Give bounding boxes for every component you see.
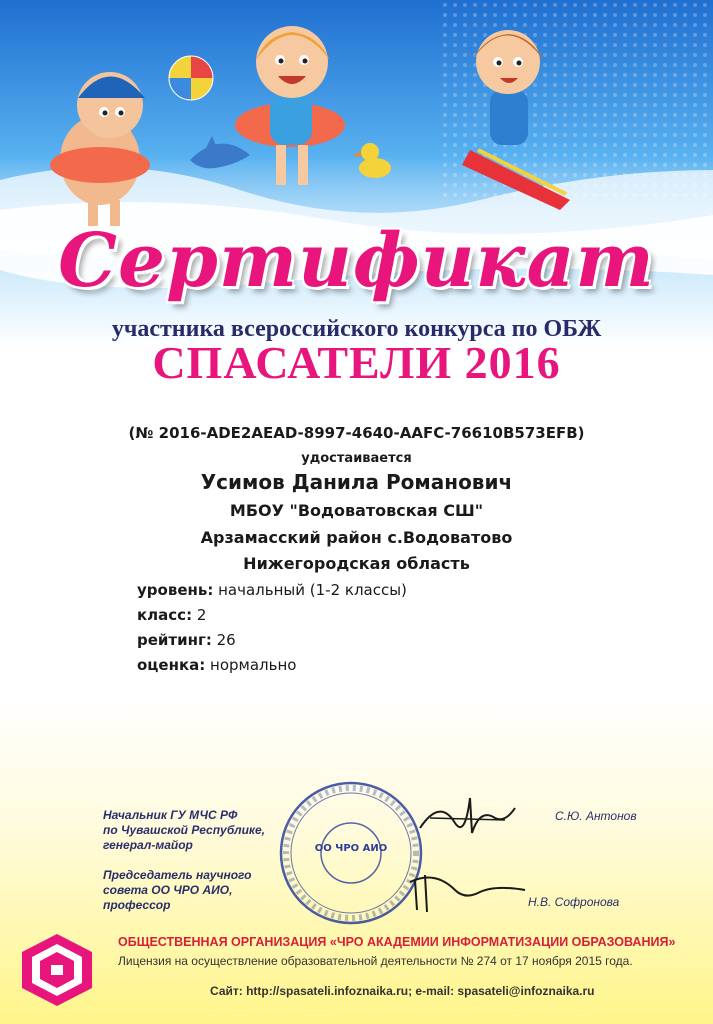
title-line: совета ОО ЧРО АИО, (103, 883, 233, 897)
field-class (137, 606, 206, 624)
school-name: МБОУ "Водоватовская СШ" (229, 501, 484, 520)
signatory-title-1 (103, 808, 265, 853)
field-value: нормально (205, 656, 297, 674)
contacts-line: Сайт: http://spasateli.infoznaika.ru; e-mail: spasateli@infoznaika.ru (210, 984, 595, 998)
contest-name: СПАСАТЕЛИ 2016 (152, 337, 561, 388)
license-text: Лицензия на осуществление образовательной деятельности № 274 от 17 ноября 2015 года. (118, 954, 633, 968)
field-label: класс: (137, 606, 193, 624)
org-logo-icon (16, 930, 98, 1010)
certificate-title: Сертификат (58, 218, 655, 304)
field-rating (137, 631, 236, 649)
field-value: 26 (211, 631, 236, 649)
district-name: Арзамасский район с.Водоватово (200, 528, 513, 547)
signatory-title-2 (103, 868, 252, 913)
title-line: профессор (103, 898, 171, 912)
field-value: начальный (1-2 классы) (213, 581, 407, 599)
field-label: оценка: (137, 656, 206, 674)
field-label: уровень: (137, 581, 214, 599)
certificate-subtitle: участника всероссийского конкурса по ОБЖ (111, 316, 602, 342)
title-line: Председатель научного (103, 868, 252, 882)
awarded-text: удостаивается (301, 451, 412, 466)
signature-antonov (410, 778, 520, 848)
field-value: 2 (192, 606, 207, 624)
beach-ball-icon (169, 56, 213, 100)
title-line: Начальник ГУ МЧС РФ (103, 808, 238, 822)
stamp-center: ОО ЧРО АИО (314, 843, 388, 854)
signatory-name-1: С.Ю. Антонов (555, 809, 637, 823)
field-level (137, 581, 407, 599)
certificate-number: (№ 2016-ADE2AEAD-8997-4640-AAFC-76610B573EFB) (128, 424, 585, 442)
signature-sofronova (405, 860, 535, 920)
region-name: Нижегородская область (243, 554, 470, 573)
signatory-name-2: Н.В. Софронова (528, 895, 620, 909)
title-line: генерал-майор (103, 838, 193, 852)
organization-name: ОБЩЕСТВЕННАЯ ОРГАНИЗАЦИЯ «ЧРО АКАДЕМИИ ИНФОРМАТИЗАЦИИ ОБРАЗОВАНИЯ» (118, 935, 676, 949)
field-grade (137, 656, 296, 674)
participant-name: Усимов Данила Романович (200, 470, 513, 494)
title-line: по Чувашской Республике, (103, 823, 265, 837)
field-label: рейтинг: (137, 631, 212, 649)
official-stamp (276, 778, 426, 928)
